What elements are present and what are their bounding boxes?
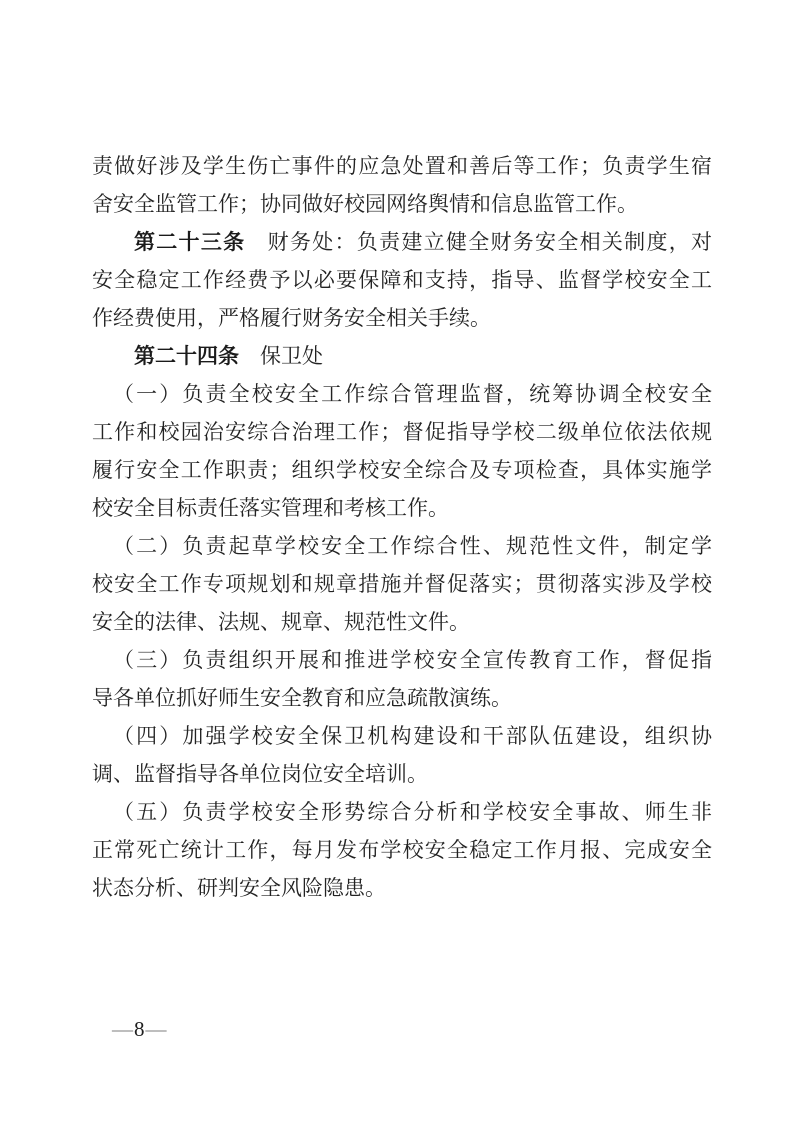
text-line-content: 安全的法律、法规、规章、规范性文件。	[92, 610, 470, 634]
text-line	[92, 831, 712, 869]
text-line-content: 舍安全监管工作；协同做好校园网络舆情和信息监管工作。	[92, 192, 638, 216]
text-line	[92, 869, 712, 907]
text-line-content: 调、监督指导各单位岗位安全培训。	[92, 762, 428, 786]
text-line-content: 状态分析、研判安全风险隐患。	[92, 876, 386, 900]
text-line-content: 校安全工作专项规划和规章措施并督促落实；贯彻落实涉及学校	[92, 572, 712, 596]
article-number-heading: 第二十四条	[134, 344, 239, 368]
text-line	[92, 717, 712, 755]
text-line	[92, 489, 712, 527]
text-line-content: 作经费使用，严格履行财务安全相关手续。	[92, 306, 491, 330]
text-line	[92, 375, 712, 413]
text-line	[92, 451, 712, 489]
text-line	[92, 527, 712, 565]
text-line	[92, 793, 712, 831]
footer-dash-left: —	[112, 1017, 133, 1041]
page-footer	[112, 1014, 167, 1044]
text-line	[92, 755, 712, 793]
text-line-content: （二）负责起草学校安全工作综合性、规范性文件，制定学	[113, 534, 712, 558]
text-line	[92, 185, 712, 223]
text-line	[92, 147, 712, 185]
text-line-content: （三）负责组织开展和推进学校安全宣传教育工作，督促指	[113, 648, 712, 672]
page-number: 8	[134, 1017, 145, 1041]
text-line-content: （四）加强学校安全保卫机构建设和干部队伍建设，组织协	[113, 724, 712, 748]
text-line	[92, 641, 712, 679]
text-line-content: 财务处：负责建立健全财务安全相关制度，对	[245, 230, 713, 254]
text-line	[92, 261, 712, 299]
text-line	[92, 337, 712, 375]
text-line	[92, 413, 712, 451]
footer-dash-right: —	[145, 1017, 167, 1041]
document-body	[92, 147, 712, 907]
text-line-content: 校安全目标责任落实管理和考核工作。	[92, 496, 449, 520]
text-line-content: 安全稳定工作经费予以必要保障和支持，指导、监督学校安全工	[92, 268, 712, 292]
article-number-heading: 第二十三条	[134, 230, 246, 254]
text-line	[92, 603, 712, 641]
text-line-content: 导各单位抓好师生安全教育和应急疏散演练。	[92, 686, 512, 710]
text-line-content: 履行安全工作职责；组织学校安全综合及专项检查，具体实施学	[92, 458, 712, 482]
text-line-content: （一）负责全校安全工作综合管理监督，统筹协调全校安全	[113, 382, 712, 406]
text-line	[92, 223, 712, 261]
text-line-content: （五）负责学校安全形势综合分析和学校安全事故、师生非	[113, 800, 712, 824]
text-line-content: 保卫处	[239, 344, 323, 368]
text-line-content: 责做好涉及学生伤亡事件的应急处置和善后等工作；负责学生宿	[92, 154, 712, 178]
text-line	[92, 299, 712, 337]
text-line-content: 工作和校园治安综合治理工作；督促指导学校二级单位依法依规	[92, 420, 712, 444]
text-line-content: 正常死亡统计工作，每月发布学校安全稳定工作月报、完成安全	[92, 838, 712, 862]
text-line	[92, 679, 712, 717]
text-line	[92, 565, 712, 603]
